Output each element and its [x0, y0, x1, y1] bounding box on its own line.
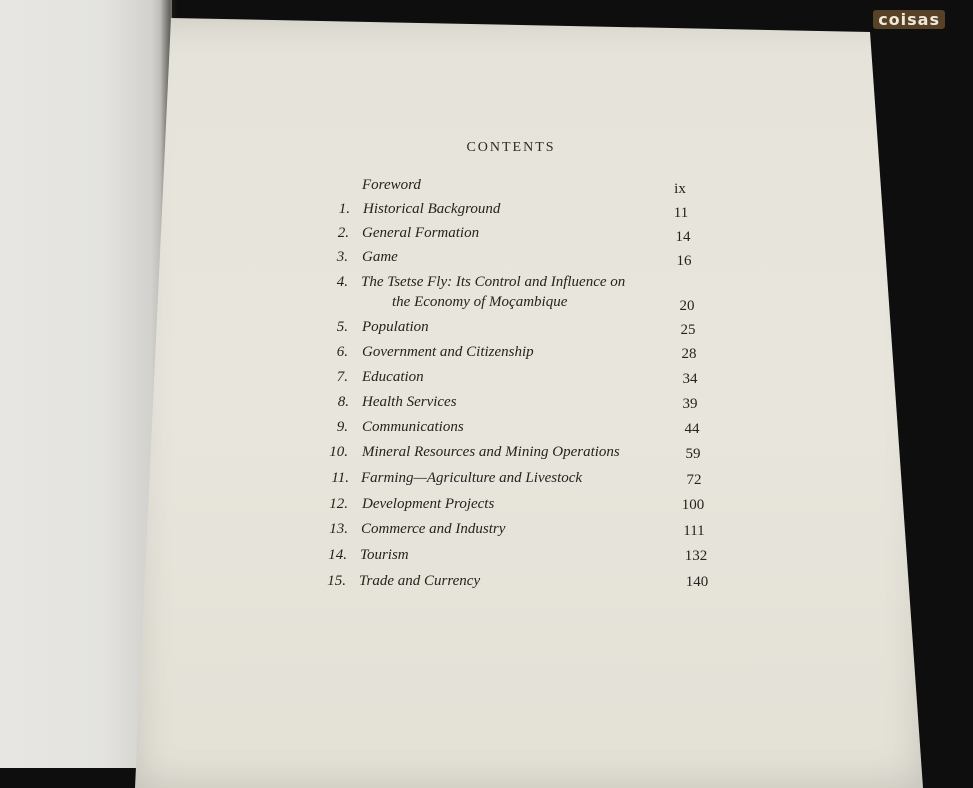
toc-entry-number: 13. — [329, 521, 348, 537]
toc-entry-number: 4. — [336, 274, 348, 290]
toc-entry-title: Education — [362, 369, 424, 385]
toc-entry-page-number: 16 — [676, 253, 692, 269]
toc-entry-number: 15. — [327, 573, 346, 589]
toc-entry-title: Population — [362, 319, 429, 335]
toc-entry-title: Foreword — [362, 177, 421, 193]
toc-entry-page-number: 20 — [679, 298, 695, 314]
toc-entry-number: 14. — [328, 547, 347, 563]
toc-entry-page-number: 111 — [683, 523, 705, 539]
toc-entry-title: Development Projects — [362, 496, 495, 512]
toc-entry-number: 6. — [336, 344, 348, 360]
toc-entry-page-number: 14 — [675, 229, 691, 245]
toc-entry-title: Farming—Agriculture and Livestock — [361, 470, 583, 486]
toc-entry-title: Commerce and Industry — [361, 521, 506, 537]
toc-entry-title: Health Services — [362, 394, 457, 410]
toc-entry-title: Trade and Currency — [359, 573, 481, 589]
toc-entry-number: 2. — [337, 225, 349, 241]
toc-entry-page-number: 72 — [686, 472, 702, 488]
toc-entry-page-number: 11 — [673, 205, 689, 221]
toc-entry-page-number: 44 — [684, 421, 700, 437]
contents-title: CONTENTS — [466, 140, 556, 155]
toc-entry-number: 8. — [337, 394, 349, 410]
toc-entry-number: 10. — [329, 444, 348, 460]
toc-entry-page-number: ix — [674, 181, 686, 197]
toc-entry-number: 5. — [336, 319, 348, 335]
toc-entry-title: Game — [362, 249, 398, 265]
toc-entry-number: 11. — [331, 470, 349, 486]
toc-entry-number: 1. — [338, 201, 350, 217]
toc-entry-page-number: 28 — [681, 346, 697, 362]
toc-entry-page-number: 59 — [685, 446, 701, 462]
toc-entry-title: General Formation — [362, 225, 480, 241]
toc-entry-title: Mineral Resources and Mining Operations — [362, 444, 620, 460]
toc-entry-title: Government and Citizenship — [362, 344, 534, 360]
toc-entry-title: The Tsetse Fly: Its Control and Influence on — [361, 274, 626, 290]
toc-entry-number: 9. — [336, 419, 348, 435]
right-page — [135, 18, 923, 788]
toc-entry-title: Communications — [362, 419, 464, 435]
toc-entry-page-number: 132 — [684, 548, 708, 564]
toc-entry-title: Historical Background — [363, 201, 501, 217]
toc-entry-page-number: 100 — [681, 497, 705, 513]
toc-entry-number: 3. — [336, 249, 348, 265]
toc-entry-page-number: 34 — [682, 371, 698, 387]
watermark-logo: coisas — [873, 10, 945, 29]
toc-entry-page-number: 140 — [685, 574, 709, 590]
toc-entry-title: Tourism — [360, 547, 409, 563]
toc-entry-page-number: 25 — [680, 322, 696, 338]
toc-entry-title-continued: the Economy of Moçambique — [392, 294, 568, 310]
toc-entry-number: 12. — [329, 496, 348, 512]
toc-entry-number: 7. — [336, 369, 348, 385]
toc-entry-page-number: 39 — [682, 396, 698, 412]
